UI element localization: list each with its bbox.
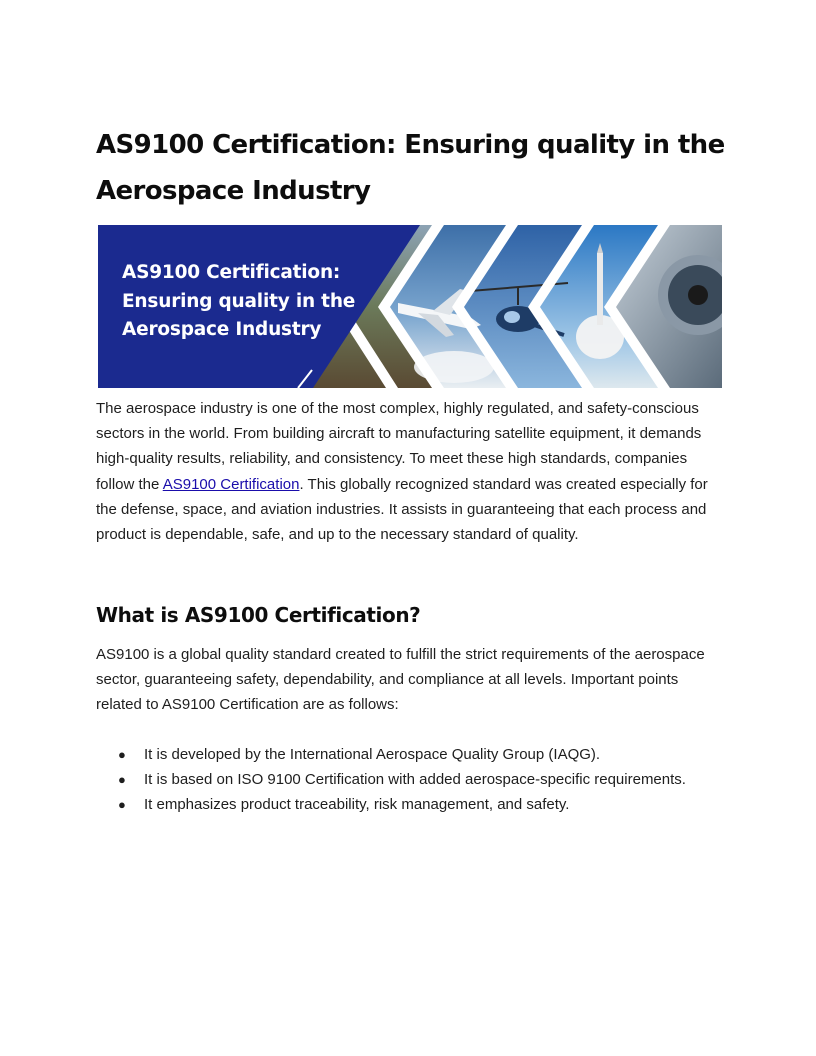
list-item-text: It is based on ISO 9100 Certification with added aerospace-specific requirements. [144, 771, 686, 789]
banner-heading: AS9100 Certification: Ensuring quality in the Aerospace Industry [122, 262, 356, 340]
bullet-icon: ● [118, 797, 126, 813]
intro-paragraph [96, 396, 720, 547]
section-heading: What is AS9100 Certification? [96, 603, 421, 627]
section-paragraph: AS9100 is a global quality standard created to fulfill the strict requirements of the aerospace sector, guaranteeing safety, dependability, and compliance at all levels. Important points related to AS9100 Certification are as follows: [96, 646, 705, 714]
page-title: AS9100 Certification: Ensuring quality in the Aerospace Industry [96, 130, 725, 206]
bullet-icon: ● [118, 747, 126, 762]
intro-text-end: . This globally recognized standard was created especially for the defense, space, and aviation industries. It assists in guaranteeing that each process and product is dependable, safe, and up to the necessary standard of quality. [96, 475, 708, 544]
list-item [96, 742, 720, 767]
bullet-icon: ● [118, 772, 126, 788]
hero-banner [98, 225, 722, 388]
list-item-text: It emphasizes product traceability, risk management, and safety. [144, 796, 570, 814]
list-item [96, 767, 720, 792]
list-item-text: It is developed by the International Aerospace Quality Group (IAQG). [144, 746, 601, 763]
as9100-certification-link[interactable]: AS9100 Certification [162, 475, 300, 493]
list-item [96, 792, 720, 817]
intro-text-start: The aerospace industry is one of the most complex, highly regulated, and safety-conscious sectors in the world. From building aircraft to manufacturing satellite equipment, it demands high-quality results, reliability, and consistency. To meet these high standards, companies follow the [96, 400, 702, 493]
key-points-list [96, 742, 720, 818]
